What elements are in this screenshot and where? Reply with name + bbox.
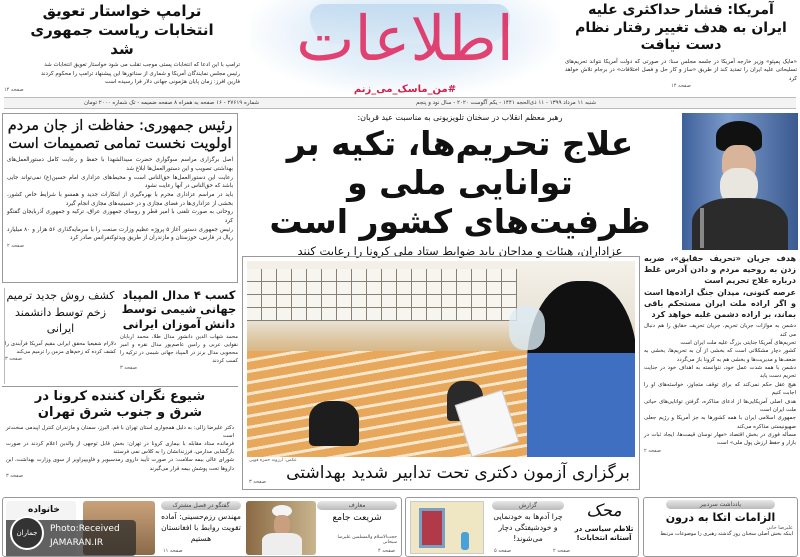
jamaran-watermark [6,520,136,556]
bullet: عرصه کنونی، میدان جنگ اراده‌ها است و اگر اراده ملت ایران مستحکم باقی بماند، بر اراده دشمن غلبه خواهد کرد [644,287,796,319]
bullets [6,424,234,473]
lead-subhead: عزاداران، هیئات و مداحان باید ضوابط ستاد ملی کرونا را رعایت کنند [297,243,623,258]
top-left-story [4,2,240,94]
bullet: دکتر علیرضا زالی: به دلیل همجواری استان تهران با قم، البرز، سمنان و مازندران کنترل اپیدمی سخت‌تر است [6,424,234,439]
bullet: هدف اصلی آمریکایی‌ها از ادعای مذاکره، گرفتن توانایی‌های حیاتی ملت ایران است [644,398,796,413]
bullet: دشمن با همه شدت عمل خود، نتوانسته به اهداف خود در جنایت تحریم دست یابد [644,365,796,380]
bullet: هدف جریان «تحریف حقایق»، ضربه زدن به روحیه مردم و دادن آدرس غلط درباره علاج تحریم است [644,254,796,286]
bullet: فارین افرز: زمان پایان هژمونی جهانی دلار فرا رسیده است [104,79,240,86]
proctor [527,281,635,457]
bullet: رئیس مجلس نمایندگان آمریکا و شماری از سناتورها این پیشنهاد ترامپ را محکوم کردند [41,70,240,77]
page-ref: صفحه ۳ [6,472,23,479]
main-points [644,253,796,320]
body: محمد شهاب الدین دانشور مدال طلا، محمد اربابان نقوایی عربی و رامین عاصم‌پور مدال نقره و امیر محجوبی مدال برنز در المپیاد جهانی شیمی در ترکیه را کسب کردند [120,334,238,365]
mirror-figure [419,508,445,548]
corona-story [2,386,238,490]
bullet: جمهوری اسلامی ایران با همه کشورها به جز آمریکا و رژیم جعلی صهیونیستی مذاکره می‌کند [644,415,796,430]
bullet: ترامپ با این ادعا که انتخابات پستی موجب تقلب می شود خواستار تعویق انتخابات شد [44,62,240,69]
editorial-text: اینکه بخش اصلی سخنان روز گذشته رهبری را موضوعات مرتبط [660,530,793,537]
photo-caption: برگزاری آزمون دکتری تحت تدابیر شدید بهداشتی [286,463,630,483]
bullet: دشمن به موازات جریان تحریم، جریان تحریف حقایق را هم دنبال می کند [644,323,796,338]
author: علیرضا خانی [766,524,793,531]
top-right-story [565,2,797,94]
mohak-logo: محک [586,501,622,521]
exam-hall-photo [247,261,635,457]
page-ref: صفحه ۲ [644,447,661,454]
date-bar [4,97,796,109]
cartoon-headline: چرا آدم‌ها به خودنمایی و خودشیفتگی دچار می‌شوند! [493,512,563,543]
cartoon-tag: گزارش [492,501,564,510]
wound-story [4,288,116,384]
kicker: رهبر معظم انقلاب در سخنان تلویزیونی به مناسبت عید قربان: [357,113,563,122]
shariat-headline: شریعت جامع [332,513,382,523]
masthead-logo [250,0,560,95]
lead-story [242,113,678,258]
jamaran-logo: جماران [10,516,44,550]
body: دلارام شفیعیا محقق ایرانی مقیم آمریکا فرآیندی را کشف کرده که زخم‌های مزمن را ترمیم می‌کند [5,340,116,355]
exam-photo-box [242,256,640,490]
cartoon-page-ref: صفحه ۵ [494,548,511,554]
lead-bullets [642,253,798,490]
small-points [644,322,796,448]
editorial-box [643,497,798,557]
page-ref: صفحه ۱۴ [671,83,691,90]
leader-photo [682,113,798,250]
bullet: رعایت این دستورالعمل‌ها حق‌الناس است و محیط‌های عزاداری امام حسین(ع) نمی‌تواند جایی باشد که حق‌الناس در آنها رعایت نشود [7,174,233,190]
student [309,401,359,446]
page-ref: صفحه ۱۱ [163,548,183,554]
face [274,515,290,535]
bullet: تحریم‌های آمریکا جنایتی بزرگ علیه ملت ایران است [680,339,796,346]
robe [262,533,302,555]
bullet: روحانی به صورت تلفنی با امیر قطر و روسای جمهوری عراق، ترکیه و جمهوری آذربایجان گفتگو کرد [7,209,233,224]
bullets [7,156,233,243]
family-logo: خانواده [28,505,60,515]
page-ref: صفحه ۳ [249,479,266,485]
editorial-tag: یادداشت سردبیر [666,500,775,509]
bullet: شورای عالی بیمه سلامت: در صورت تأیید داروی رمدسیویر و فاویپیراویر از سوی وزارت بهداشت، این داروها تحت پوشش بیمه قرار می‌گیرند [6,457,234,472]
bullet: باید در مراسم عزاداری محرم با بهره‌گیری از ابتکارات جدید و همسو با شرایط خاص کشور، بخشی از عزاداری‌ها در فضای مجازی و در حسینیه‌های مجازی انجام گیرد [7,191,233,207]
headline: ترامپ خواستار تعویق انتخابات ریاست جمهوری شد [30,2,214,58]
small-figure [461,532,469,550]
mohak-text: تلاطم سیاسی در آستانه انتخابات! [574,525,634,542]
afghan-tag: گفتگو در فصل مشترک [161,501,241,510]
window-grid [247,269,517,321]
cleric-photo [246,501,316,555]
page-ref: صفحه ۲ [7,242,24,249]
president-story [2,113,238,283]
hashtag: #من_ماسک_می_زنم [353,84,457,95]
bullets [565,58,797,84]
bullet: فرمانده ستاد مقابله با بیماری کرونا در تهران: بخش قابل توجهی از والدین اعلام کردند در صورت بازگشایی مدارس، فرزندانشان را به کلاس نمی فرستند [6,440,234,456]
bottom-middle-box [405,497,639,557]
cartoon-image [410,501,484,554]
olympiad-story [120,288,238,384]
bullet: مسأله فوری در بخش اقتصاد «مهار نوسان قیمت‌ها، ایجاد ثبات در بازار و حفظ ارزش پول ملی» است [644,432,796,447]
bullet: اصل برگزاری مراسم سوگواری حضرت سیدالشهدا با حفظ و رعایت کامل دستورالعمل‌های بهداشتی تصویب و این دستورالعمل‌ها ابلاغ شد [7,157,233,172]
headline: آمریکا: فشار حداکثری علیه ایران به هدف تغییر رفتار نظام دست نیافت [575,2,787,53]
headline: کسب ۴ مدال المپیاد جهانی شیمی توسط دانش آموزان ایرانی [121,288,237,331]
afghan-headline: مهندس رزم‌حسینی: آماده تقویت روابط با افغانستان هستیم [161,512,241,543]
headline: شیوع نگران کننده کرونا در شرق و جنوب شرق تهران [34,389,206,421]
photo-credit: عکس: ارزوند حمزه قویی [249,458,297,463]
bullet: «مایک پمپئو» وزیر خارجه آمریکا در جلسه مجلس سنا: در صورتی که دولت آمریکا نتواند تحریم‌های تسلیحاتی علیه ایران را تمدید کند از طریق «ساز و کار حل و فصل اختلافات» در برجام تلاش خواهد کرد [565,58,797,82]
microphone [700,208,704,248]
page-ref: صفحه ۱۴ [4,86,24,93]
robe [692,198,788,250]
bullet: هیچ عقل حکم نمی‌کند که برای توقف متجاوز، خواسته‌های او را اجابت کنیم [644,381,796,397]
bullets [4,61,240,87]
page-ref: صفحه ۳ [120,365,137,372]
headline: رئیس جمهوری: حفاظت از جان مردم اولویت نخست تمامی تصمیمات است [7,118,233,153]
issue-line: شماره ۲۷۶۱۹ - ۱۶ صفحه به همراه ۸ صفحه ضمیمه - تک شماره ۲۰۰۰ تومان [84,100,259,106]
mohak-page-ref: صفحه ۲ [553,548,570,554]
bullet: کشور دچار مشکلاتی است که بخشی از آن به تحریم‌ها، بخشی به ضعف‌ها و مدیریت‌ها و بخشی هم به کرونا باز می‌گردد [644,348,796,363]
shariat-author: حجت‌الاسلام والمسلمین علیرضا سبحانی [337,535,397,545]
bullet: رئیس جمهوری دستور آغاز ۵ پروژه عظیم وزارت صنعت را با سرمایه‌گذاری ۵۶ هزار و ۸۰ میلیارد ریال در فارس، خوزستان و مازندران از طریق ویدئوکنفرانس صادر کرد [7,226,233,242]
shariat-page-ref: صفحه ۴ [378,548,395,554]
watermark-line2: JAMARAN.IR [50,538,104,548]
headline: کشف روش جدید ترمیم زخم توسط دانشمند ایرانی [6,289,115,335]
face-shield [509,306,545,350]
page-ref: صفحه ۳ [5,355,22,362]
date-line: شنبه ۱۱ مرداد ۱۳۹۹ - ۱۱ ذی‌الحجه ۱۴۴۱ - یکم آگوست ۲۰۲۰ - سال نود و پنجم [416,100,596,106]
shariat-tag: معارف [317,501,397,510]
editorial-headline: الزامات اتکا به درون [665,511,776,524]
lead-headline: علاج تحریم‌ها، تکیه بر توانایی ملی و ظرفیت‌های کشور است [269,124,651,241]
logo-text: اطلاعات [296,2,514,75]
watermark-line1: Photo:Received [50,524,120,534]
